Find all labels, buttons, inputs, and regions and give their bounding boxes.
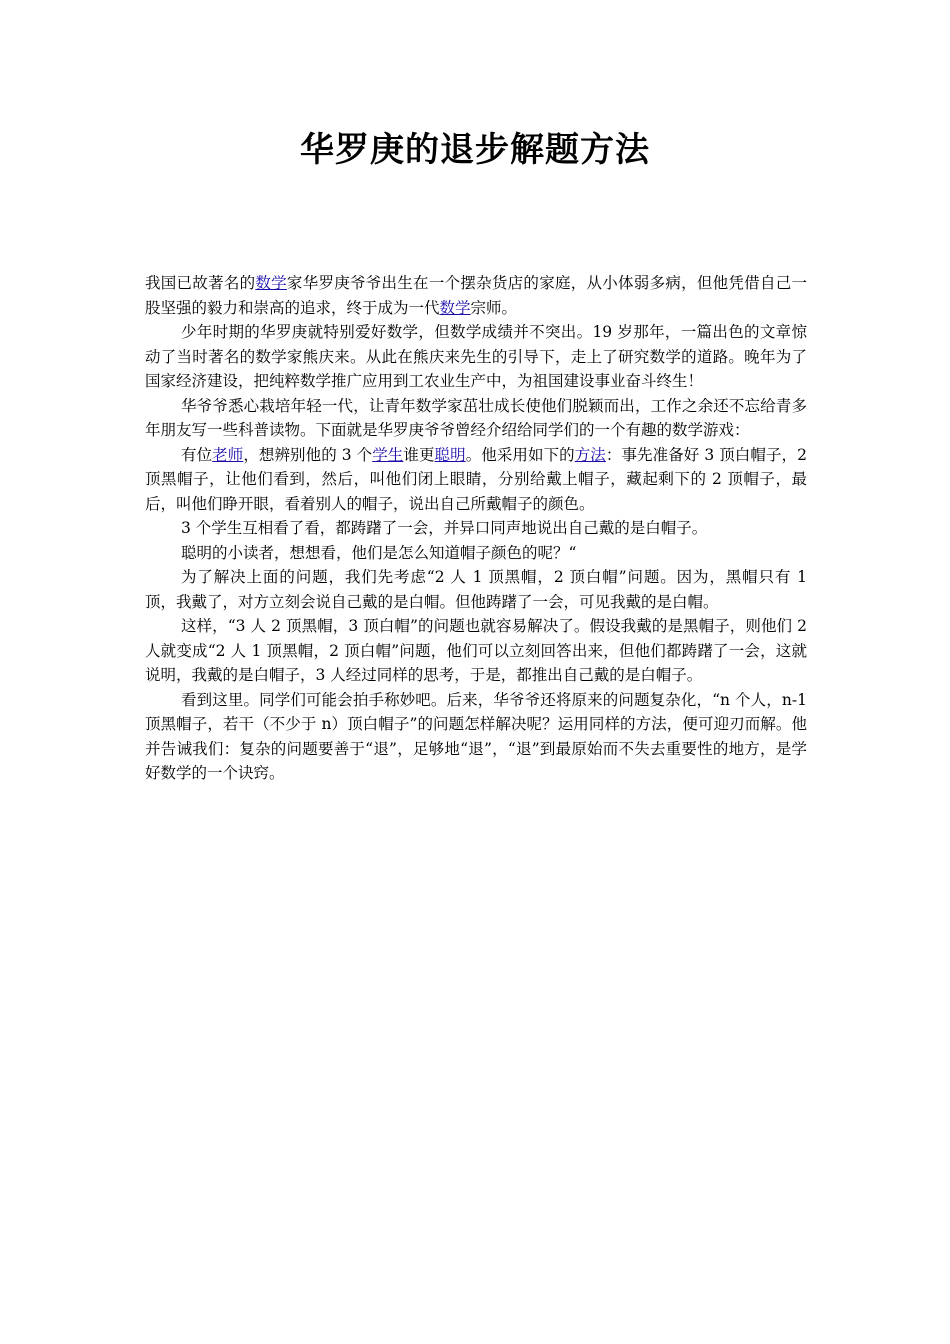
paragraph-text: 少年时期的华罗庚就特别爱好数学，但数学成绩并不突出。19 岁那年，一篇出色的文章惊动了当时著名的数学家熊庆来。从此在熊庆来先生的引导下，走上了研究数学的道路。晚年为了国家经济建设，把纯粹数学推广应用到工农业生产中，为祖国建设事业奋斗终生！ [145,323,807,390]
paragraph [145,541,807,566]
paragraph [145,565,807,614]
paragraph-text: 这样，“3 人 2 顶黑帽，3 顶白帽”的问题也就容易解决了。假设我戴的是黑帽子，则他们 2 人就变成“2 人 1 顶黑帽，2 顶白帽”问题，他们可以立刻回答出来，但他们都踌躇了一会，这就说明，我戴的是白帽子，3 人经过同样的思考，于是，都推出自己戴的是白帽子。 [145,617,807,684]
inline-link[interactable]: 数学 [439,298,471,317]
paragraph-text: 我国已故著名的 [145,274,256,292]
paragraph-text: 为了解决上面的问题，我们先考虑“2 人 1 顶黑帽，2 顶白帽”问题。因为，黑帽只有 1 顶，我戴了，对方立刻会说自己戴的是白帽。但他踌躇了一会，可见我戴的是白帽。 [145,568,807,611]
document-body [145,271,807,786]
document-title: 华罗庚的退步解题方法 [300,130,650,170]
paragraph [145,516,807,541]
paragraph-text: 看到这里。同学们可能会拍手称妙吧。后来，华爷爷还将原来的问题复杂化，“n 个人，n-1 顶黑帽子，若干（不少于 n）顶白帽子”的问题怎样解决呢？运用同样的方法，便可迎刃而解。他并告诫我们：复杂的问题要善于“退”，足够地“退”，“退”到最原始而不失去重要性的地方，是学好数学的一个诀窍。 [145,690,807,782]
paragraph [145,320,807,394]
paragraph-text: ：事先准备好 3 顶白帽子，2 顶黑帽子，让他们看到，然后，叫他们闭上眼睛，分别给戴上帽子，藏起剩下的 2 顶帽子，最后，叫他们睁开眼，看着别人的帽子，说出自己所戴帽子的颜色。 [145,445,807,513]
inline-link[interactable]: 数学 [255,274,287,292]
paragraph-text: 有位 [181,445,213,464]
inline-link[interactable]: 方法 [574,445,606,464]
inline-link[interactable]: 学生 [372,445,404,464]
paragraph [145,688,807,786]
paragraph-text: 。他采用如下的 [465,445,575,464]
inline-link[interactable]: 聪明 [434,445,466,464]
paragraph-text: ，想辨别他的 3 个 [243,445,373,464]
paragraph-text: 华爷爷悉心栽培年轻一代，让青年数学家茁壮成长使他们脱颖而出，工作之余还不忘给青多年朋友写一些科普读物。下面就是华罗庚爷爷曾经介绍给同学们的一个有趣的数学游戏： [145,396,807,439]
paragraph [145,443,807,517]
inline-link[interactable]: 老师 [212,445,244,464]
paragraph-text: 3 个学生互相看了看，都踌躇了一会，并异口同声地说出自己戴的是白帽子。 [181,519,708,537]
paragraph [145,614,807,688]
paragraph-text: 聪明的小读者，想想看，他们是怎么知道帽子颜色的呢？“ [181,543,577,562]
paragraph [145,394,807,443]
paragraph-text: 宗师。 [470,298,518,317]
paragraph [145,271,807,320]
paragraph-text: 谁更 [403,445,435,464]
paragraph-text: 家华罗庚爷爷出生在一个摆杂货店的家庭，从小体弱多病，但他凭借自己一股坚强的毅力和崇高的追求，终于成为一代 [145,274,807,317]
